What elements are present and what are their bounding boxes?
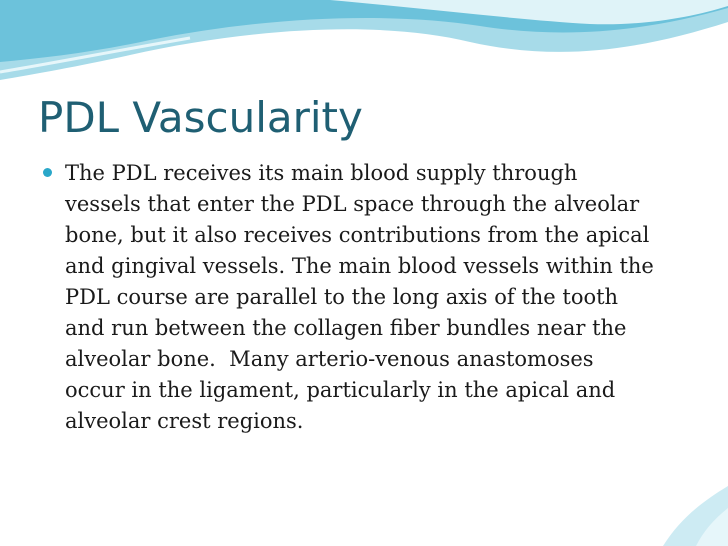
footer-wave-decoration xyxy=(528,476,728,546)
bullet-line: The PDL receives its main blood supply through xyxy=(65,161,578,185)
bullet-line: and run between the collagen fiber bundles near the xyxy=(65,316,627,340)
bullet-item xyxy=(40,158,690,437)
bullet-line: and gingival vessels. The main blood vessels within the xyxy=(65,254,654,278)
bullet-line: vessels that enter the PDL space through the alveolar xyxy=(65,192,640,216)
bullet-line: occur in the ligament, particularly in the apical and xyxy=(65,378,616,402)
header-wave-decoration xyxy=(0,0,728,90)
bullet-line: alveolar bone. Many arterio-venous anastomoses xyxy=(65,347,594,371)
bullet-line: bone, but it also receives contributions from the apical xyxy=(65,223,650,247)
slide-content xyxy=(40,158,690,437)
bullet-dot-icon xyxy=(43,168,52,177)
bullet-line: PDL course are parallel to the long axis of the tooth xyxy=(65,285,619,309)
bullet-text xyxy=(65,158,690,437)
bullet-line: alveolar crest regions. xyxy=(65,409,304,433)
slide-title: PDL Vascularity xyxy=(38,93,363,142)
